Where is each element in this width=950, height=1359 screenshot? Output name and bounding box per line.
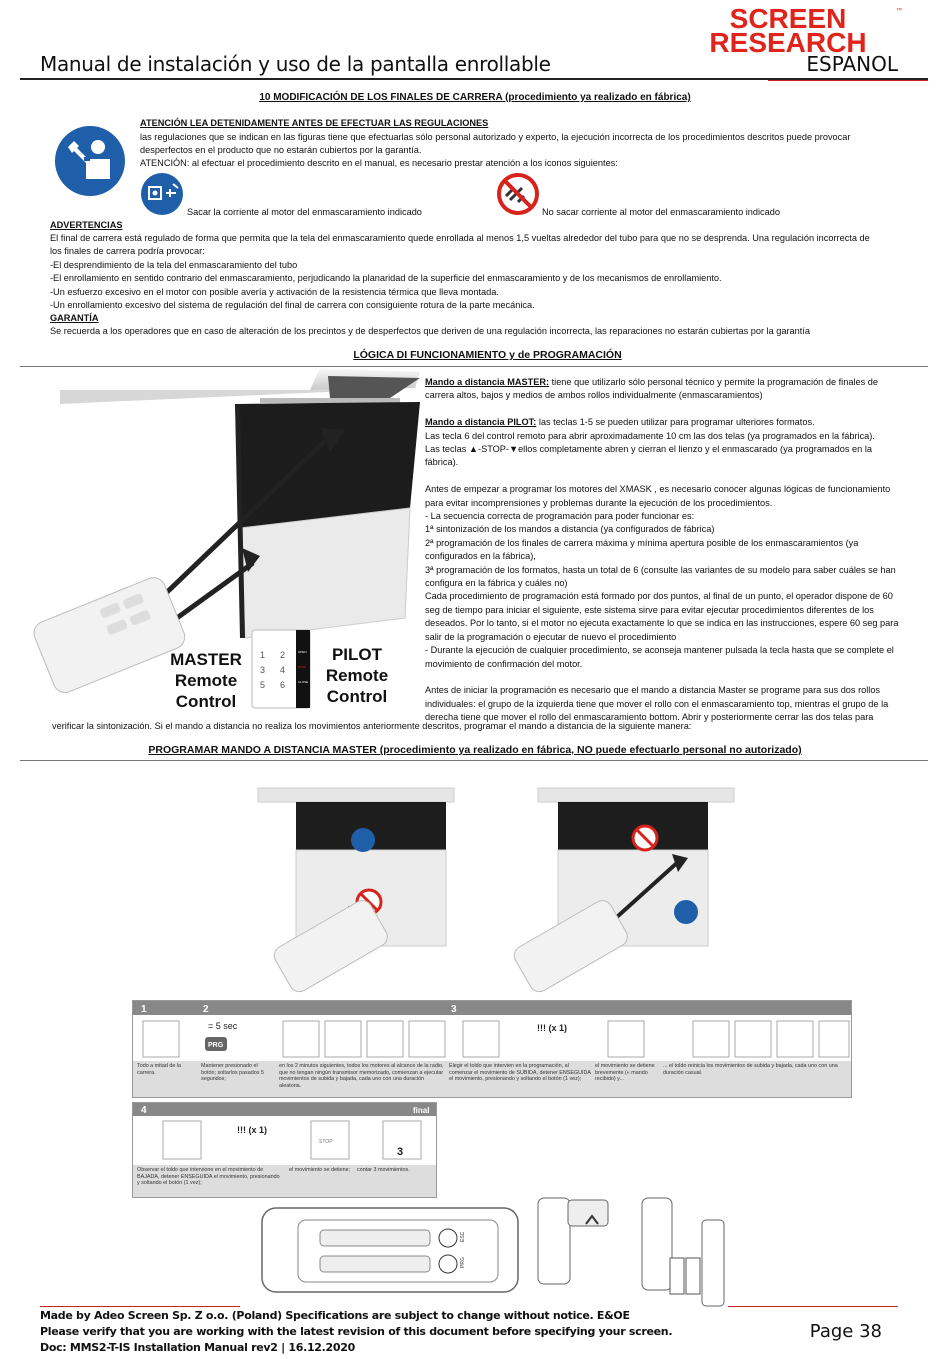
logic-heading: LÓGICA DI FUNCIONAMIENTO y de PROGRAMACIÓN (353, 349, 622, 361)
logo (676, 3, 902, 58)
warning-line: -El enrollamiento en sentido contrario del enmascaramiento, perjudicando la planaridad de la superficie del enmascaramiento y de los mecanismos de enrollamiento. (50, 273, 722, 284)
program-heading: PROGRAMAR MANDO A DISTANCIA MASTER (procedimiento ya realizado en fábrica, NO puede efectuarlo personal no autorizado) (148, 744, 802, 756)
prg-key: PRG (208, 1042, 224, 1049)
final-label: final (413, 1106, 430, 1115)
logic-divider (20, 366, 928, 367)
footer-accent-right (728, 1306, 898, 1307)
svg-text:Remote: Remote (174, 671, 238, 690)
warnings-title: ADVERTENCIAS (50, 220, 123, 230)
pilot-key: 4 (280, 665, 286, 675)
attention-text-2: desperfectos en el producto que no estarán cubiertos por la garantía. (140, 145, 422, 155)
step-number-1: 1 (141, 1004, 147, 1015)
page-number: Page 38 (809, 1321, 882, 1342)
step4-text-a: Observar el toldo que intervione en el movimiento de BAJADA, detener ENSEGUIDA el movimiento, presionando y soltando el botón (1 vez); (137, 1167, 280, 1187)
warning-line: -Un esfuerzo excesivo en el motor con posible avería y activación de la resistencia térmica que lleva montada. (50, 286, 499, 297)
step3-text-a: Elegir el toldo que intervien en la programación, al comenzar el movimiento de SUBIDA, detener ENSEGUIDA el movimiento, presionando y soltando el botón (1 vez); (449, 1063, 591, 1083)
steps-panel-1-3 (132, 1000, 852, 1098)
pilot-key: 3 (260, 665, 266, 675)
screen-illustration-left (258, 782, 454, 1000)
step-number-4: 4 (141, 1105, 147, 1116)
remote-battery-diagram (258, 1198, 728, 1310)
step-number-3: 3 (451, 1004, 457, 1015)
logo-tm: ™ (896, 8, 902, 14)
stop-label: STOP (319, 1139, 333, 1145)
pilot-key: 1 (260, 650, 266, 660)
step2-text-b: en los 2 minutos siguientes, todos los motores al alcance de la radio, que no tengan ningún transmisor memorizado, comienzan a ejecutar movimientos de subida y bajada, cada uno con una duración aleatoria. (279, 1063, 444, 1089)
pilot-key: 2 (280, 650, 286, 660)
footer-line-2: Please verify that you are working with the latest revision of this document before specifying your screen. (40, 1325, 673, 1338)
footer-accent-left (40, 1306, 240, 1307)
program-divider (20, 760, 928, 761)
step-number-2: 2 (203, 1004, 209, 1015)
logic-text-column: Mando a distancia MASTER: tiene que utilizarlo sólo personal técnico y permite la programación de finales de carrera altos, bajos y medios de ambos rollos individualmente (enmascaramientos) Mando a distancia PILOT: las teclas 1-5 se pueden utilizar para programar ulteriores formatos. Las tecla 6 del control remoto para abrir aproximadamente 10 cm las dos telas (ya programados en la fábrica). Las teclas ▲-STOP-▼ellos completamente abren y cierran el lienzo y el enmascarado (ya programados en la fábrica). Antes de empezar a programar los motores del XMASK , es necesario conocer algunas lógicas de funcionamiento para evitar incomprensiones y problemas durante la ejecución de los procedimientos. - La secuencia correcta de programación para poder funcionar es: 1ª sintonización de los mandos a distancia (ya configurados de fábrica) 2ª programación de los finales de carrera máxima y mínima apertura posible de los enmascaramientos (ya configurados en la fábrica), 3ª programación de los formatos, hasta un total de 6 (consulte las variantes de su modelo para saber cuáles se han configura en la fábrica y cuáles no) Cada procedimiento de programación está formado por dos puntos, al final de un punto, el operador dispone de 60 seg de tiempo para iniciar el siguiente, este sistema sirve para evitar ejecutar procedimientos diferentes de los deseados. Por lo tanto, si el motor no ejecuta exactamente lo que se indica en las instrucciones, espere 60 seg para salir de la programación o ejecutar de nuevo el procedimiento - Durante la ejecución de cualquier procedimiento, se aconseja mantener pulsada la tecla hasta que se complete el movimiento de confirmación del motor. Antes de iniciar la programación es necesario que el mando a distancia Master se programe para sus dos rollos individuales: el grupo de la izquierda tiene que mover el rollo con el enmascaramiento top, mientras el grupo de la derecha tiene que mover el rollo del enmascaramiento bottom. Abrir y posteriormente cerrar las dos telas para (425, 376, 921, 725)
guarantee-title: GARANTÍA (50, 313, 99, 323)
logo-screen: SCREEN (729, 3, 847, 34)
warning-line: -Un enrollamiento excesivo del sistema de regulación del final de carrera con consiguiente rotura de la parte mecánica. (50, 300, 535, 311)
pilot-key: 5 (260, 680, 266, 690)
step4-count: 3 (397, 1146, 404, 1158)
page-title: Manual de instalación y uso de la pantalla enrollable (40, 52, 551, 76)
pilot-key: 6 (280, 680, 286, 690)
logic-last-line: verificar la sintonización. Si el mando a distancia no realiza los movimientos anteriormente descritos, programar el mando a distancia de la siguiente manera: (52, 721, 692, 731)
master-description: Mando a distancia MASTER: tiene que utilizarlo sólo personal técnico y permite la programación de finales de (425, 377, 878, 387)
pilot-side-key: STOP (298, 665, 307, 669)
attention-title: ATENCIÓN LEA DETENIDAMENTE ANTES DE EFECTUAR LAS REGULACIONES (140, 118, 489, 128)
step2-time: = 5 sec (208, 1021, 238, 1031)
header-accent-line (768, 80, 928, 81)
attention-text-3: ATENCIÓN: al efectuar el procedimiento descrito en el manual, es necesario prestar atención a los iconos siguientes: (140, 158, 618, 168)
step2-text-a: Mantener presionado el botón; soltarlos pasados 5 segundos; (201, 1063, 264, 1083)
pilot-remote-label: PILOT (331, 645, 383, 664)
warning-line: los finales de carrera podría provocar: (50, 246, 205, 257)
step3-text-c: ... el toldo reinicia los movimientos de subida y bajada, cada uno con una duración casual. (663, 1063, 838, 1076)
steps-panel-4 (132, 1102, 437, 1198)
step3-text-b: el movimiento se detiene brevemente (« mando recibido) y... (595, 1063, 655, 1083)
warning-line: El final de carrera está regulado de forma que permita que la tela del enmascaramiento quede enrollada al menos 1,5 vueltas alrededor del tubo para que no se desprenda. Una regulación incorrecta de (50, 233, 870, 243)
no-unplug-icon-label: No sacar corriente al motor del enmascaramiento indicado (542, 207, 780, 217)
no-unplug-icon (496, 172, 540, 216)
pilot-side-key: OPEN (298, 650, 307, 654)
step3-repeat: !!! (x 1) (537, 1023, 567, 1033)
svg-text:Control: Control (326, 687, 388, 706)
attention-text-1: las regulaciones que se indican en las figuras tiene que efectuarlas sólo personal autorizado y experto, la ejecución incorrecta de los procedimientos descritos puede provocar (140, 132, 851, 142)
language-label: ESPANOL (806, 52, 898, 76)
pilot-side-key: CLOSE (298, 680, 309, 684)
logo-research: RESEARCH (709, 27, 867, 58)
pilot-description: Mando a distancia PILOT: las teclas 1-5 se pueden utilizar para programar ulteriores formatos. (425, 417, 815, 428)
technician-icon (54, 125, 126, 197)
svg-text:Control: Control (175, 692, 237, 711)
warning-line: -El desprendimiento de la tela del enmascaramiento del tubo (50, 259, 298, 270)
prg-label: PRG (460, 1257, 466, 1268)
screen-illustration-right (538, 782, 734, 1000)
svg-text:Remote: Remote (325, 666, 389, 685)
guarantee-text: Se recuerda a los operadores que en caso de alteración de los precintos y de desperfectos que deriven de una regulación incorrecta, las reparaciones no estarán cubiertas por la garantía (50, 326, 810, 336)
section10-heading: 10 MODIFICACIÓN DE LOS FINALES DE CARRERA (procedimiento ya realizado en fábrica) (259, 92, 691, 103)
step1-text: Todo a mitad de la carrera. (137, 1063, 182, 1076)
footer-line-1: Made by Adeo Screen Sp. Z o.o. (Poland) Specifications are subject to change without notice. E&OE (40, 1309, 630, 1322)
screen-remotes-illustration (60, 368, 420, 713)
step4-text-b: el movimiento se detiene; (289, 1167, 351, 1173)
unplug-icon (140, 172, 184, 216)
esc-label: ESC (460, 1231, 466, 1242)
master-remote-label: MASTER (170, 650, 242, 669)
footer-line-3: Doc: MMS2-T-IS Installation Manual rev2 | 16.12.2020 (40, 1341, 355, 1354)
warnings-list (50, 232, 920, 312)
unplug-icon-label: Sacar la corriente al motor del enmascaramiento indicado (187, 207, 422, 217)
step4-text-c: contar 3 movimientos. (357, 1167, 410, 1173)
step4-repeat: !!! (x 1) (237, 1125, 267, 1135)
